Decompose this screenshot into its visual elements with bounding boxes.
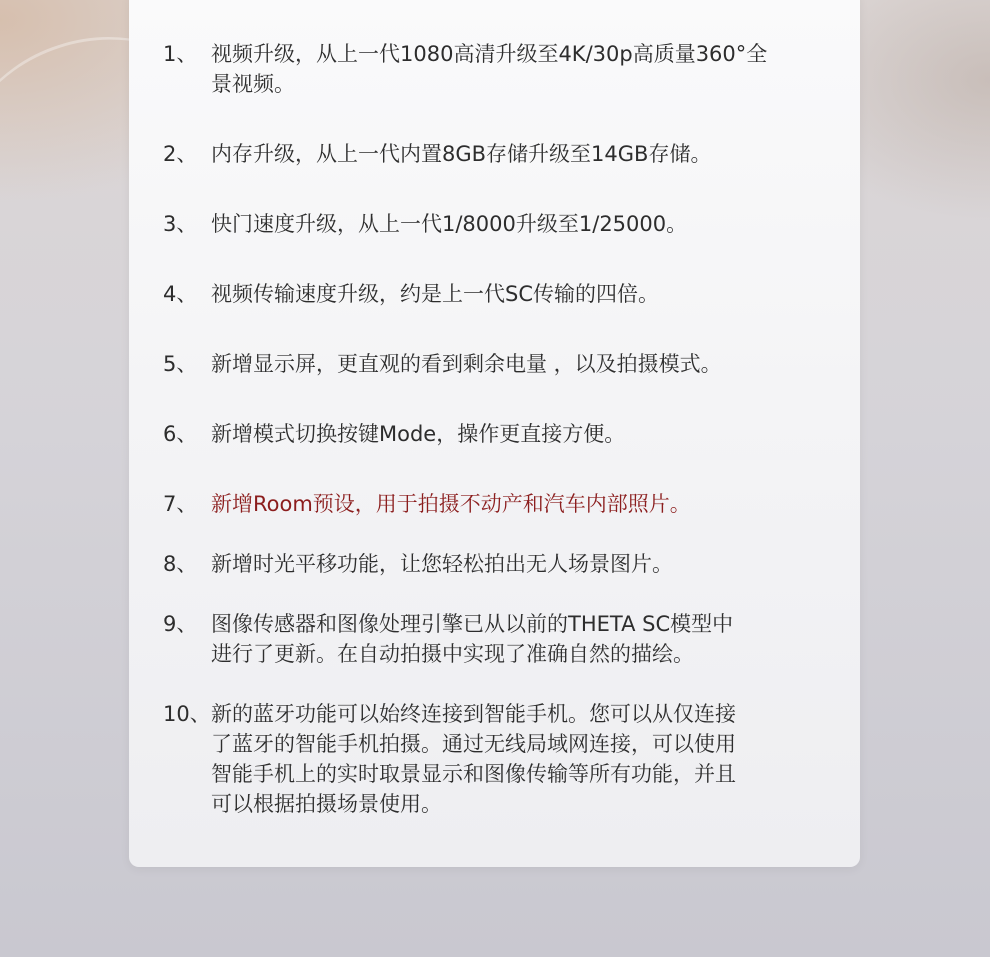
feature-item-2 xyxy=(163,139,831,169)
feature-text-highlighted: 新增Room预设，用于拍摄不动产和汽车内部照片。 xyxy=(211,492,691,516)
feature-list xyxy=(129,0,860,867)
feature-number: 3、 xyxy=(163,212,198,236)
feature-number: 9、 xyxy=(163,612,198,636)
feature-item-6 xyxy=(163,419,831,449)
feature-text: 新增模式切换按键Mode，操作更直接方便。 xyxy=(211,422,626,446)
feature-text: 视频传输速度升级，约是上一代SC传输的四倍。 xyxy=(211,282,659,306)
feature-number: 5、 xyxy=(163,352,198,376)
feature-item-8 xyxy=(163,549,831,579)
feature-item-1 xyxy=(163,39,831,99)
feature-number: 4、 xyxy=(163,282,198,306)
feature-text: 新的蓝牙功能可以始终连接到智能手机。您可以从仅连接 了蓝牙的智能手机拍摄。通过无线局域网连接，可以使用 智能手机上的实时取景显示和图像传输等所有功能，并且 可以根据拍摄场景使用。 xyxy=(211,702,736,816)
feature-number: 6、 xyxy=(163,422,198,446)
feature-number: 10、 xyxy=(163,702,211,726)
feature-item-5 xyxy=(163,349,831,379)
feature-number: 7、 xyxy=(163,492,198,516)
feature-text: 图像传感器和图像处理引擎已从以前的THETA SC模型中 进行了更新。在自动拍摄中实现了准确自然的描绘。 xyxy=(211,612,734,666)
feature-text: 新增显示屏，更直观的看到剩余电量 ，以及拍摄模式。 xyxy=(211,352,722,376)
feature-number: 2、 xyxy=(163,142,198,166)
feature-number: 8、 xyxy=(163,552,198,576)
feature-text: 新增时光平移功能，让您轻松拍出无人场景图片。 xyxy=(211,552,673,576)
feature-text: 视频升级，从上一代1080高清升级至4K/30p高质量360°全 景视频。 xyxy=(211,42,768,96)
feature-text: 快门速度升级，从上一代1/8000升级至1/25000。 xyxy=(211,212,688,236)
feature-number: 1、 xyxy=(163,42,198,66)
feature-card xyxy=(129,0,860,867)
feature-item-7 xyxy=(163,489,831,519)
feature-text: 内存升级，从上一代内置8GB存储升级至14GB存储。 xyxy=(211,142,712,166)
feature-item-9 xyxy=(163,609,831,669)
feature-item-10 xyxy=(163,699,831,819)
feature-item-3 xyxy=(163,209,831,239)
feature-item-4 xyxy=(163,279,831,309)
